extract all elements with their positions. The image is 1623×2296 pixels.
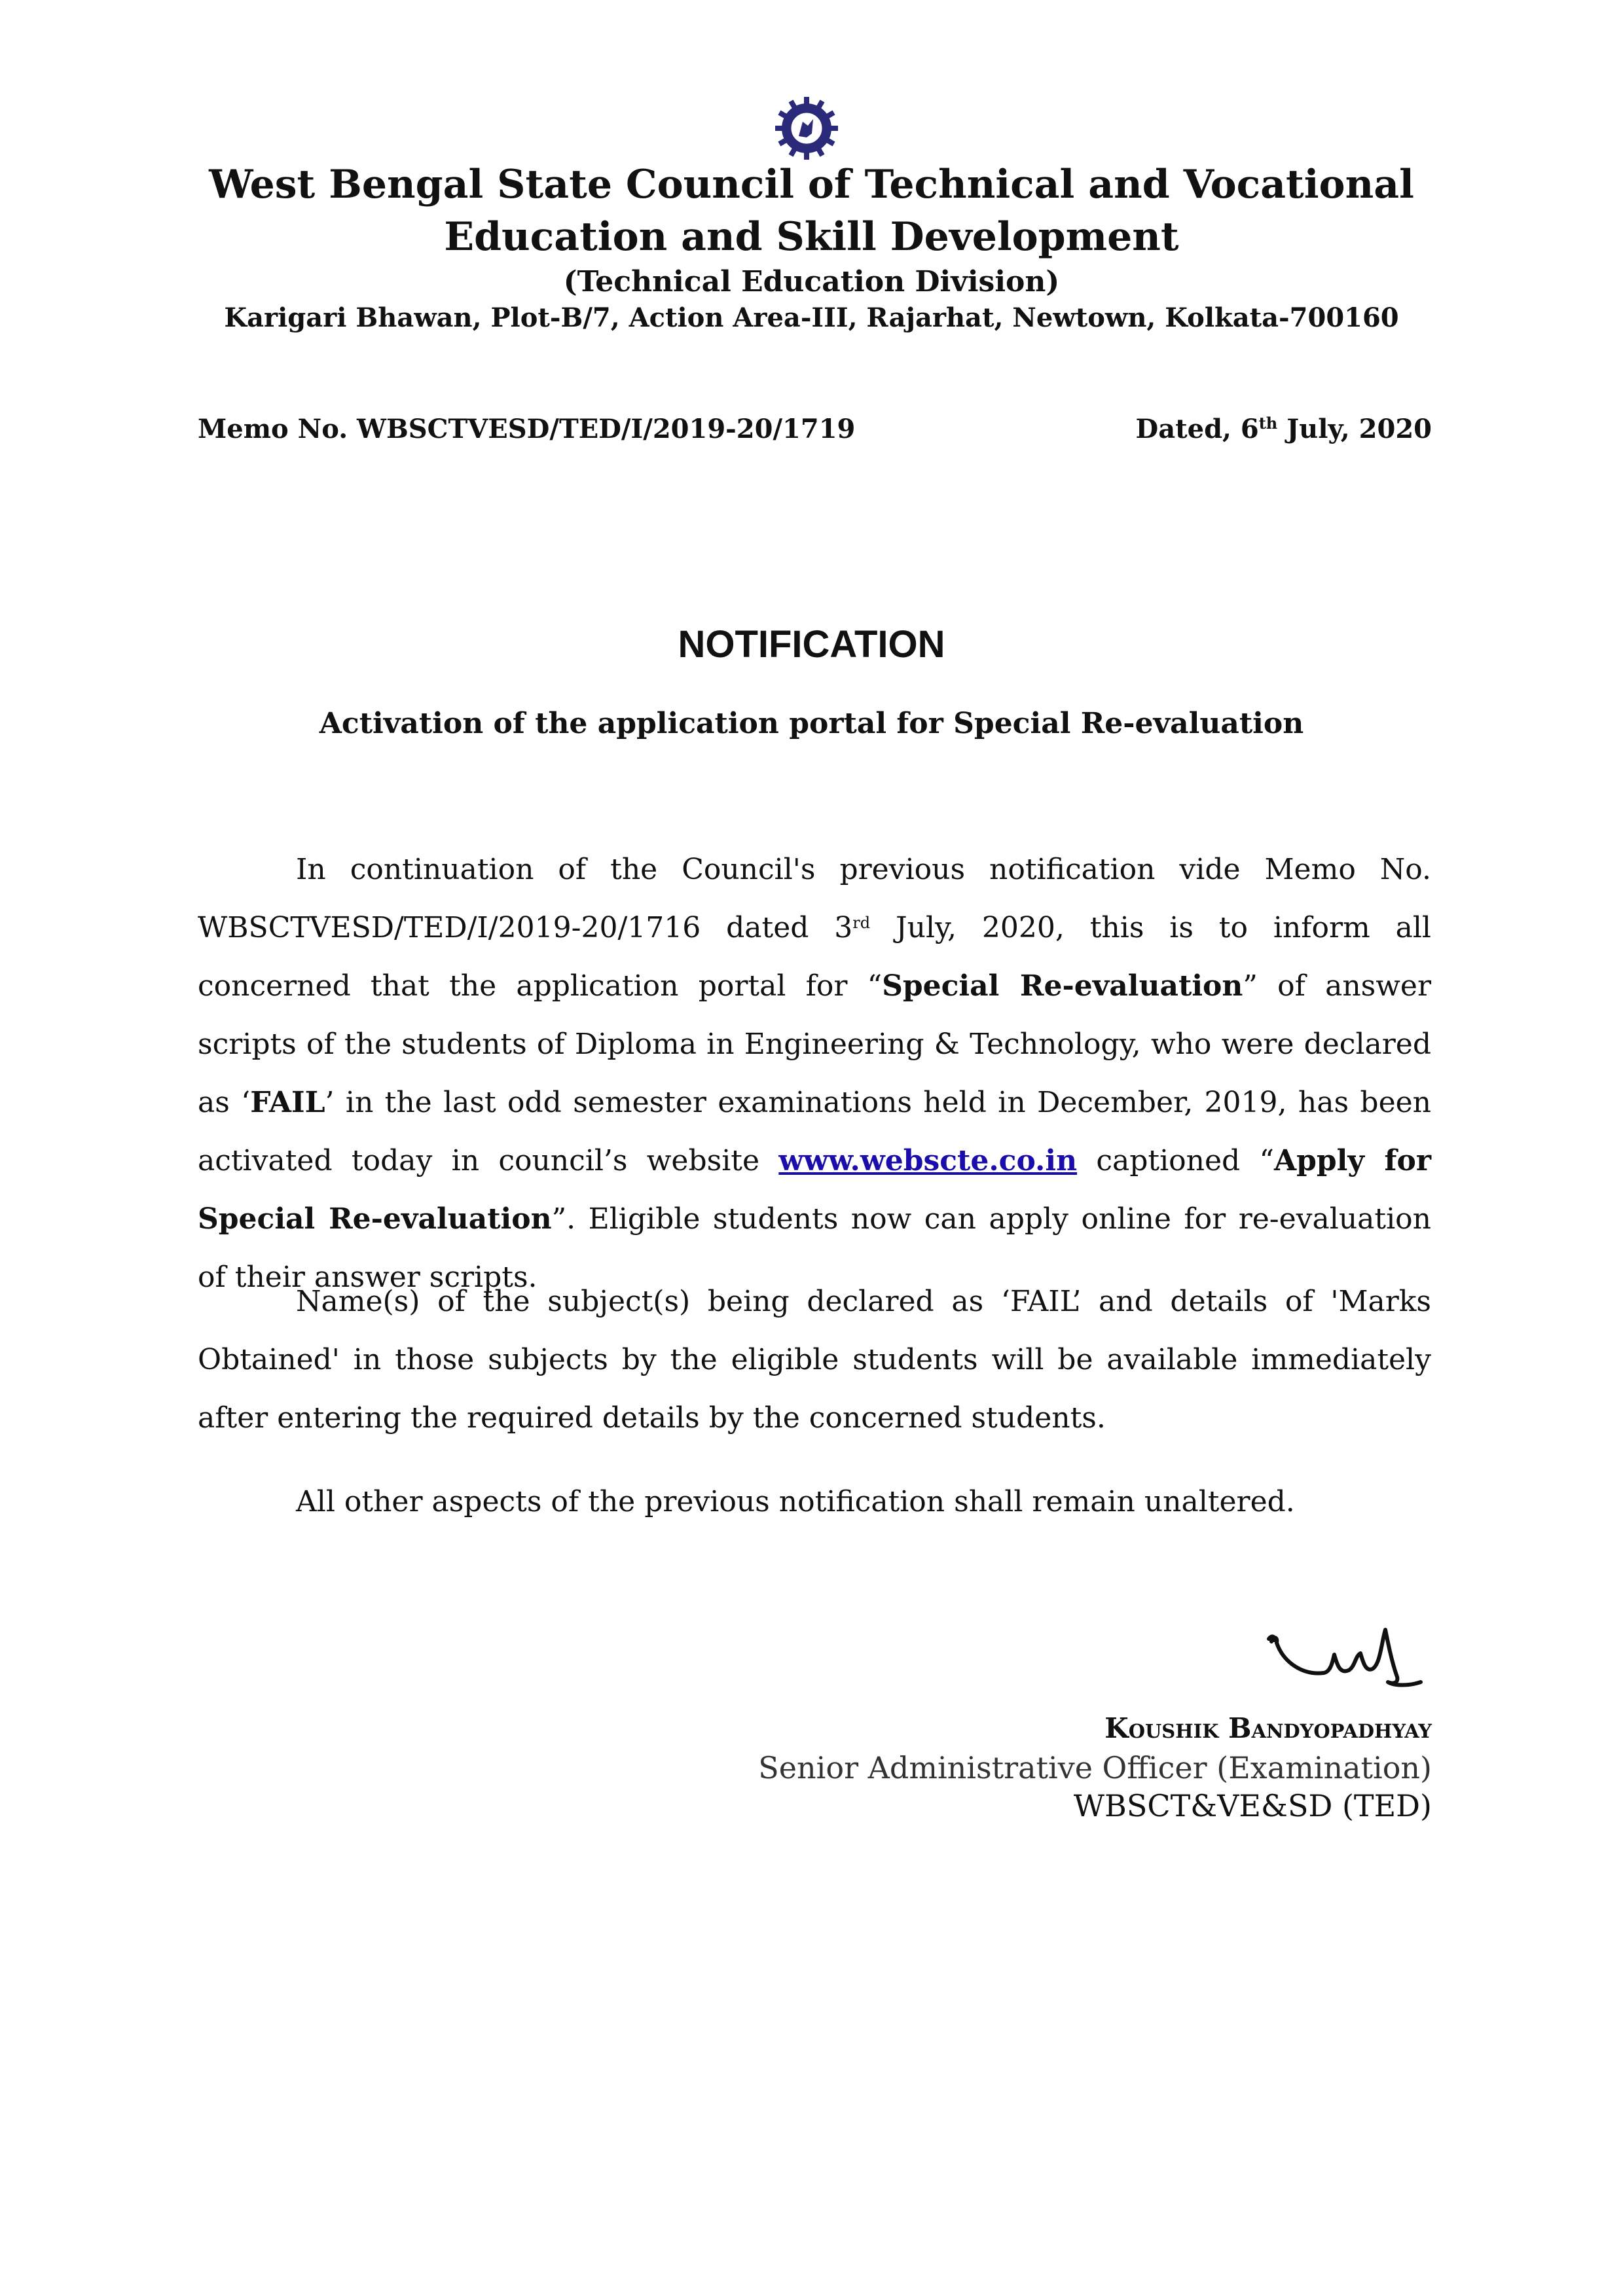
council-name-line-1: West Bengal State Council of Technical and Vocational: [209, 162, 1414, 207]
body-paragraph-3: All other aspects of the previous notification shall remain unaltered.: [296, 1485, 1295, 1518]
para1-text-3: ” of answer scripts of the students of Diploma in Engineering & Technology, who were declared as ‘: [198, 969, 1431, 1119]
signatory-title: Senior Administrative Officer (Examination): [758, 1750, 1432, 1785]
notification-heading: NOTIFICATION: [678, 623, 945, 666]
memo-number: Memo No. WBSCTVESD/TED/I/2019-20/1719: [198, 414, 856, 444]
council-address: Karigari Bhawan, Plot-B/7, Action Area-III, Rajarhat, Newtown, Kolkata-700160: [224, 302, 1399, 333]
body-paragraph-2: Name(s) of the subject(s) being declared as ‘FAIL’ and details of 'Marks Obtained' in those subjects by the eligible students will be available immediately after entering the required details by the concerned students.: [198, 1285, 1431, 1435]
memo-date-prefix: Dated, 6: [1135, 414, 1259, 444]
para1-text-1: In continuation of the Council's previous notification vide Memo No. WBSCTVESD/TED/I/2019-20/1716 dated 3: [198, 853, 1431, 944]
para1-text-4: ’ in the last odd semester examinations held in December, 2019, has been activated today in council’s website: [198, 1086, 1431, 1177]
council-logo-icon: [774, 96, 839, 161]
body-paragraph-1: [198, 840, 1431, 1306]
website-link[interactable]: www.webscte.co.in: [778, 1144, 1078, 1177]
signatory-organization: WBSCT&VE&SD (TED): [1073, 1788, 1432, 1823]
notification-subject: Activation of the application portal for Special Re-evaluation: [319, 707, 1304, 740]
para1-text-6: ”. Eligible students now can apply online for re-evaluation of their answer scripts.: [198, 1202, 1431, 1294]
para1-text-2: July, 2020, this is to inform all concerned that the application portal for “: [198, 911, 1432, 1003]
para1-bold-apply-caption: Apply for Special Re-evaluation: [198, 1144, 1431, 1236]
para1-superscript: rd: [852, 914, 871, 932]
signatory-name: Koushik Bandyopadhyay: [1104, 1712, 1432, 1744]
division-name: (Technical Education Division): [563, 265, 1060, 298]
council-name-line-2: Education and Skill Development: [444, 214, 1179, 260]
handwritten-signature-icon: [1264, 1617, 1434, 1702]
para1-bold-special-re-evaluation: Special Re-evaluation: [882, 969, 1243, 1003]
memo-date-superscript: th: [1258, 414, 1278, 433]
memo-date-suffix: July, 2020: [1277, 414, 1432, 444]
para1-text-5: captioned “: [1077, 1144, 1274, 1177]
para1-bold-fail: FAIL: [250, 1086, 325, 1119]
memo-date: [1136, 411, 1432, 448]
